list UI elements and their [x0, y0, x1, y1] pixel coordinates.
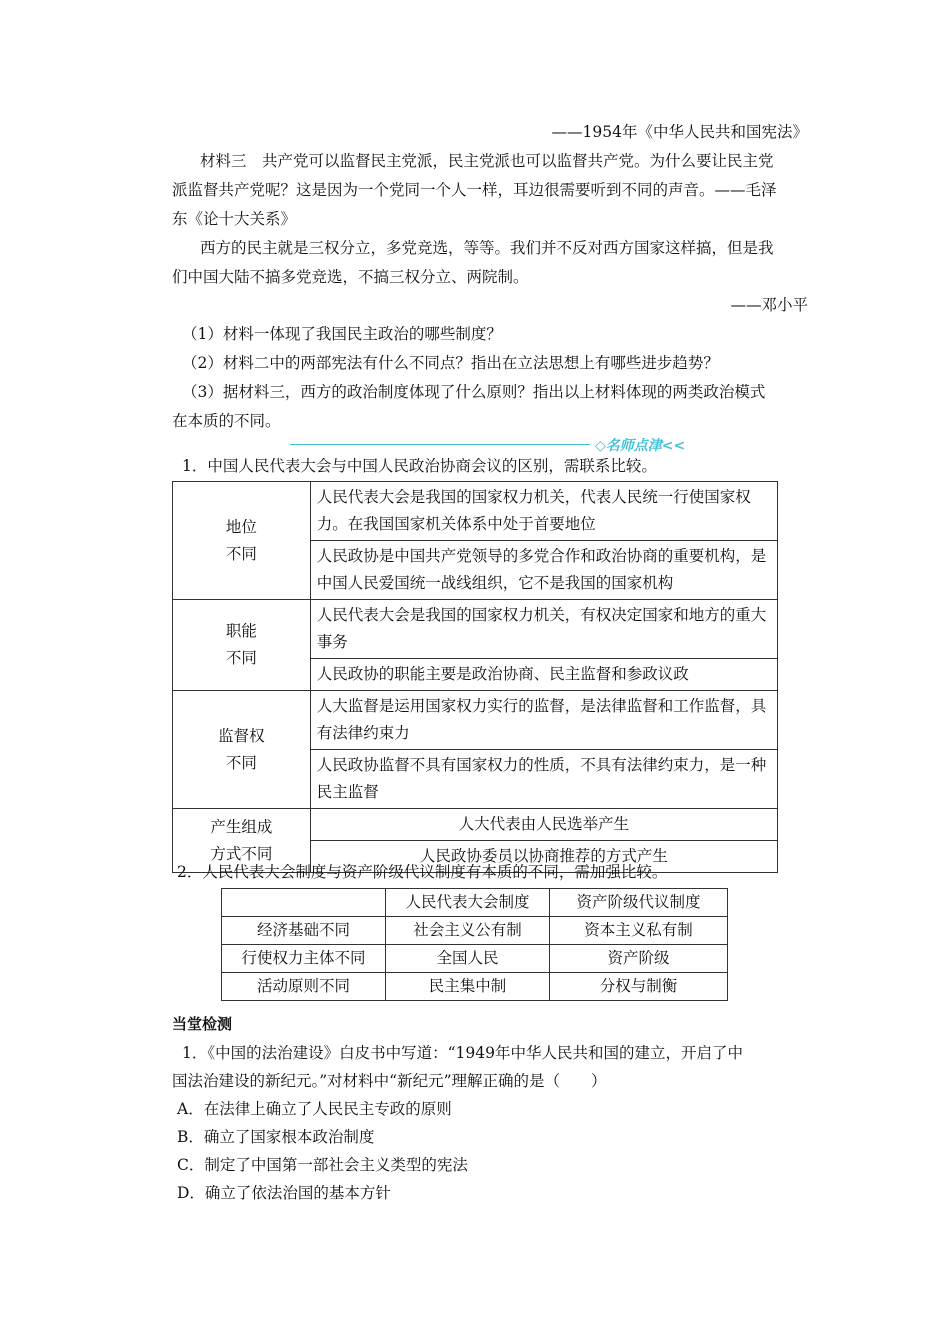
header-cell: 人民代表大会制度 — [386, 889, 550, 917]
npc-cell: 人民代表大会是我国的国家权力机关，有权决定国家和地方的重大事务 — [310, 600, 777, 659]
option-d: D．确立了依法治国的基本方针 — [177, 1184, 391, 1202]
row-label: 地位 不同 — [173, 482, 311, 600]
header-cell — [222, 889, 386, 917]
npc-cell: 人大监督是运用国家权力实行的监督，是法律监督和工作监督，具有法律约束力 — [310, 691, 777, 750]
table-cell: 活动原则不同 — [222, 973, 386, 1001]
banner-label: ◇名师点津<< — [595, 438, 686, 454]
table-cell: 全国人民 — [386, 945, 550, 973]
section2-title: 2．人民代表大会制度与资产阶级代议制度有本质的不同，需加强比较。 — [177, 863, 668, 881]
option-b: B．确立了国家根本政治制度 — [177, 1128, 375, 1146]
cppcc-cell: 人民政协监督不具有国家权力的性质，不具有法律约束力，是一种民主监督 — [310, 750, 777, 809]
table-cell: 资产阶级 — [550, 945, 728, 973]
cppcc-cell: 人民政协是中国共产党领导的多党合作和政治协商的重要机构，是中国人民爱国统一战线组织，它不是我国的国家机构 — [310, 541, 777, 600]
table-cell: 社会主义公有制 — [386, 917, 550, 945]
west-democracy-line2: 们中国大陆不搞多党竞选，不搞三权分立、两院制。 — [172, 268, 529, 286]
table-row — [222, 973, 728, 1001]
teacher-tips-banner — [290, 435, 705, 455]
table-row — [222, 917, 728, 945]
question-3-line2: 在本质的不同。 — [172, 412, 281, 430]
question-1: （1）材料一体现了我国民主政治的哪些制度？ — [182, 325, 502, 343]
option-c: C．制定了中国第一部社会主义类型的宪法 — [177, 1156, 468, 1174]
npc-cell: 人民代表大会是我国的国家权力机关，代表人民统一行使国家权力。在我国国家机关体系中处于首要地位 — [310, 482, 777, 541]
quiz-question-line2: 国法治建设的新纪元。”对材料中“新纪元”理解正确的是（ ） — [172, 1072, 607, 1090]
table-header-row — [222, 889, 728, 917]
question-3-line1: （3）据材料三，西方的政治制度体现了什么原则？指出以上材料体现的两类政治模式 — [182, 383, 766, 401]
question-2: （2）材料二中的两部宪法有什么不同点？指出在立法思想上有哪些进步趋势？ — [182, 354, 719, 372]
material-three-line1: 材料三 共产党可以监督民主党派，民主党派也可以监督共产党。为什么要让民主党 — [200, 152, 774, 170]
npc-cell: 人大代表由人民选举产生 — [310, 809, 777, 841]
row-label: 职能 不同 — [173, 600, 311, 691]
cppcc-cell: 人民政协的职能主要是政治协商、民主监督和参政议政 — [310, 659, 777, 691]
option-a: A．在法律上确立了人民民主专政的原则 — [177, 1100, 452, 1118]
table-row — [222, 945, 728, 973]
table-row — [173, 809, 778, 841]
table-cell: 资本主义私有制 — [550, 917, 728, 945]
table-row — [173, 600, 778, 659]
banner-rule — [290, 444, 590, 445]
table-cell: 行使权力主体不同 — [222, 945, 386, 973]
table-cell: 经济基础不同 — [222, 917, 386, 945]
table-cell: 民主集中制 — [386, 973, 550, 1001]
quiz-heading: 当堂检测 — [172, 1015, 233, 1033]
material-three-line2: 派监督共产党呢？这是因为一个党同一个人一样，耳边很需要听到不同的声音。——毛泽 — [172, 181, 777, 199]
table-row — [173, 691, 778, 750]
row-label: 产生组成 方式不同 — [173, 809, 311, 873]
row-label: 监督权 不同 — [173, 691, 311, 809]
section1-title: 1．中国人民代表大会与中国人民政治协商会议的区别，需联系比较。 — [182, 457, 657, 475]
header-cell: 资产阶级代议制度 — [550, 889, 728, 917]
table-row — [173, 482, 778, 541]
cppcc-cell: 人民政协委员以协商推荐的方式产生 — [310, 841, 777, 873]
npc-vs-bourgeois-table — [221, 888, 728, 1001]
west-democracy-line1: 西方的民主就是三权分立，多党竞选，等等。我们并不反对西方国家这样搞，但是我 — [200, 239, 774, 257]
source-1954-constitution: ——1954年《中华人民共和国宪法》 — [551, 123, 808, 141]
npc-cppcc-comparison-table — [172, 481, 778, 873]
material-three-line3: 东《论十大关系》 — [172, 210, 297, 228]
quiz-question-line1: 1．《中国的法治建设》白皮书中写道：“1949年中华人民共和国的建立，开启了中 — [182, 1044, 743, 1062]
table-cell: 分权与制衡 — [550, 973, 728, 1001]
source-deng-xiaoping: ——邓小平 — [730, 296, 808, 314]
